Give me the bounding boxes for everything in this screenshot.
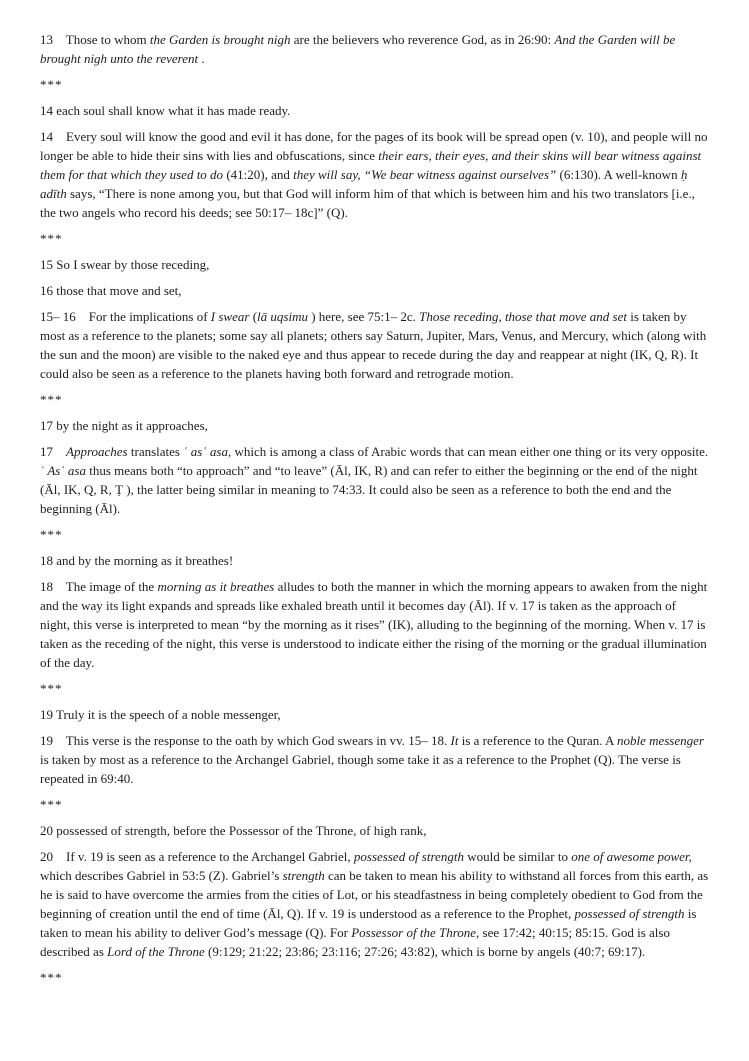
body-text: 20 possessed of strength, before the Possessor of the Throne, of high rank, xyxy=(40,823,427,838)
body-text: 18 The image of the xyxy=(40,579,158,594)
body-text: 17 xyxy=(40,444,66,459)
quoted-scripture-text: Those receding, those that move and set xyxy=(419,309,627,324)
section-separator xyxy=(40,795,709,814)
commentary-paragraph xyxy=(40,731,709,788)
body-text: says, “There is none among you, but that God will inform him of that which is between him and his two translators [i.e., the two angels who record his deeds; see 50:17– 18c]” (Q). xyxy=(40,186,699,220)
quoted-scripture-text: the Garden is brought nigh xyxy=(149,32,291,47)
commentary-content xyxy=(40,30,712,987)
body-text: is taken by most as a reference to the planets; some say all planets; others say Saturn, Jupiter, Mars, Venus, and Mercury, which (along with the sun and the moon) are visible to the naked eye and thus appear to recede during the day and reappear at night (IK, Q, R). It could also be seen as a reference to the planets having both forward and retrograde motion. xyxy=(40,309,710,381)
body-text: . xyxy=(198,51,205,66)
body-text: 14 Every soul will know the good and evil it has done, for the pages of its book will be spread open (v. 10), and people will no longer be able to hide their sins with lies and obfuscations, since xyxy=(40,129,711,163)
quoted-scripture-text: lā uqsimu xyxy=(257,309,308,324)
separator-asterisks: *** xyxy=(40,77,63,92)
body-text: is taken by most as a reference to the Archangel Gabriel, though some take it as a reference to the Prophet (Q). The verse is repeated in 69:40. xyxy=(40,733,708,786)
body-text: are the believers who reverence God, as in 26:90: xyxy=(290,32,555,47)
verse-text xyxy=(40,551,709,570)
quoted-scripture-text: I swear xyxy=(210,309,250,324)
body-text: see 17:42; 40:15; 85:15. God is also described as xyxy=(40,925,674,959)
body-text: is a reference to the Quran. A xyxy=(458,733,617,748)
section-separator xyxy=(40,229,709,248)
separator-asterisks: *** xyxy=(40,527,63,542)
body-text: 18 and by the morning as it breathes! xyxy=(40,553,234,568)
body-text: which describes Gabriel in 53:5 (Z). Gabriel’s xyxy=(40,849,696,883)
body-text: ) here, see 75:1– 2c. xyxy=(307,309,420,324)
body-text: 19 Truly it is the speech of a noble messenger, xyxy=(40,707,281,722)
quoted-scripture-text: they will say, “We bear witness against ourselves” xyxy=(293,167,557,182)
body-text: 16 those that move and set, xyxy=(40,283,182,298)
body-text: ( xyxy=(249,309,258,324)
commentary-paragraph xyxy=(40,127,709,222)
separator-asterisks: *** xyxy=(40,392,63,407)
verse-text xyxy=(40,101,709,120)
body-text: which is among a class of Arabic words that can mean either one thing or its very opposite. xyxy=(231,444,712,459)
section-separator xyxy=(40,75,709,94)
body-text: 17 by the night as it approaches, xyxy=(40,418,208,433)
body-text: can be taken to mean his ability to withstand all forces from this earth, as he is said to have overcome the armies from the cities of Lot, or his steadfastness in being completely obedient to God from the beginning of creation until the end of time (Āl, Q). If v. 19 is understood as a reference to the Prophet, xyxy=(40,868,712,921)
body-text: 14 each soul shall know what it has made ready. xyxy=(40,103,291,118)
quoted-scripture-text: Approaches xyxy=(66,444,128,459)
body-text: (6:130). A well-known xyxy=(556,167,681,182)
section-separator xyxy=(40,525,709,544)
quoted-scripture-text: Lord of the Throne xyxy=(107,944,205,959)
quoted-scripture-text: ḥ adīth xyxy=(40,167,691,201)
body-text: thus means both “to approach” and “to leave” (Āl, IK, R) and can refer to either the beginning or the end of the night (Āl, IK, Q, R, Ṭ ), the latter being similar in meaning to 74:33. It could also be seen as a reference to both the end and the beginning (Āl). xyxy=(40,463,701,516)
section-separator xyxy=(40,390,709,409)
quoted-scripture-text: noble messenger xyxy=(616,733,704,748)
commentary-paragraph xyxy=(40,307,709,383)
section-separator xyxy=(40,968,709,987)
body-text: alludes to both the manner in which the morning appears to awaken from the night and the way its light expands and spreads like exhaled breath until it becomes day (Āl). If v. 17 is taken as the approach of night, this verse is interpreted to mean “by the morning as it rises” (IK), alluding to the beginning of the morning. When v. 17 is taken as the receding of the night, this verse is understood to indicate either the rising of the morning or the gradual illumination of the day. xyxy=(40,579,711,670)
quoted-scripture-text: possessed of strength xyxy=(574,906,685,921)
quoted-scripture-text: their ears, their eyes, and their skins will bear witness against them for that which they used to do xyxy=(40,148,705,182)
separator-asterisks: *** xyxy=(40,681,63,696)
body-text: 15– 16 For the implications of xyxy=(40,309,211,324)
body-text: 13 Those to whom xyxy=(40,32,150,47)
body-text: (41:20), and xyxy=(223,167,294,182)
body-text: 15 So I swear by those receding, xyxy=(40,257,210,272)
body-text: 20 If v. 19 is seen as a reference to the Archangel Gabriel, xyxy=(40,849,354,864)
quoted-scripture-text: ʿ Asʿ asa xyxy=(40,463,86,478)
quoted-scripture-text: possessed of strength xyxy=(353,849,464,864)
separator-asterisks: *** xyxy=(40,231,63,246)
body-text: would be similar to xyxy=(463,849,572,864)
verse-text xyxy=(40,255,709,274)
quoted-scripture-text: morning as it breathes xyxy=(157,579,275,594)
separator-asterisks: *** xyxy=(40,970,63,985)
quoted-scripture-text: Possessor of the Throne, xyxy=(351,925,480,940)
commentary-paragraph xyxy=(40,442,712,518)
body-text: is taken to mean his ability to deliver God’s message (Q). For xyxy=(40,906,700,940)
quoted-scripture-text: ʿ asʿ asa, xyxy=(183,444,232,459)
quoted-scripture-text: And the Garden will be brought nigh unto the reverent xyxy=(40,32,679,66)
verse-text xyxy=(40,281,709,300)
section-separator xyxy=(40,679,709,698)
separator-asterisks: *** xyxy=(40,797,63,812)
commentary-paragraph xyxy=(40,577,709,672)
body-text: translates xyxy=(127,444,184,459)
body-text: (9:129; 21:22; 23:86; 23:116; 27:26; 43:82), which is borne by angels (40:7; 69:17). xyxy=(204,944,646,959)
quoted-scripture-text: It xyxy=(450,733,459,748)
commentary-paragraph xyxy=(40,847,712,961)
verse-text xyxy=(40,821,709,840)
quoted-scripture-text: strength xyxy=(282,868,325,883)
quoted-scripture-text: one of awesome power, xyxy=(571,849,692,864)
verse-text xyxy=(40,705,709,724)
body-text: 19 This verse is the response to the oath by which God swears in vv. 15– 18. xyxy=(40,733,451,748)
verse-text xyxy=(40,416,709,435)
commentary-paragraph xyxy=(40,30,709,68)
